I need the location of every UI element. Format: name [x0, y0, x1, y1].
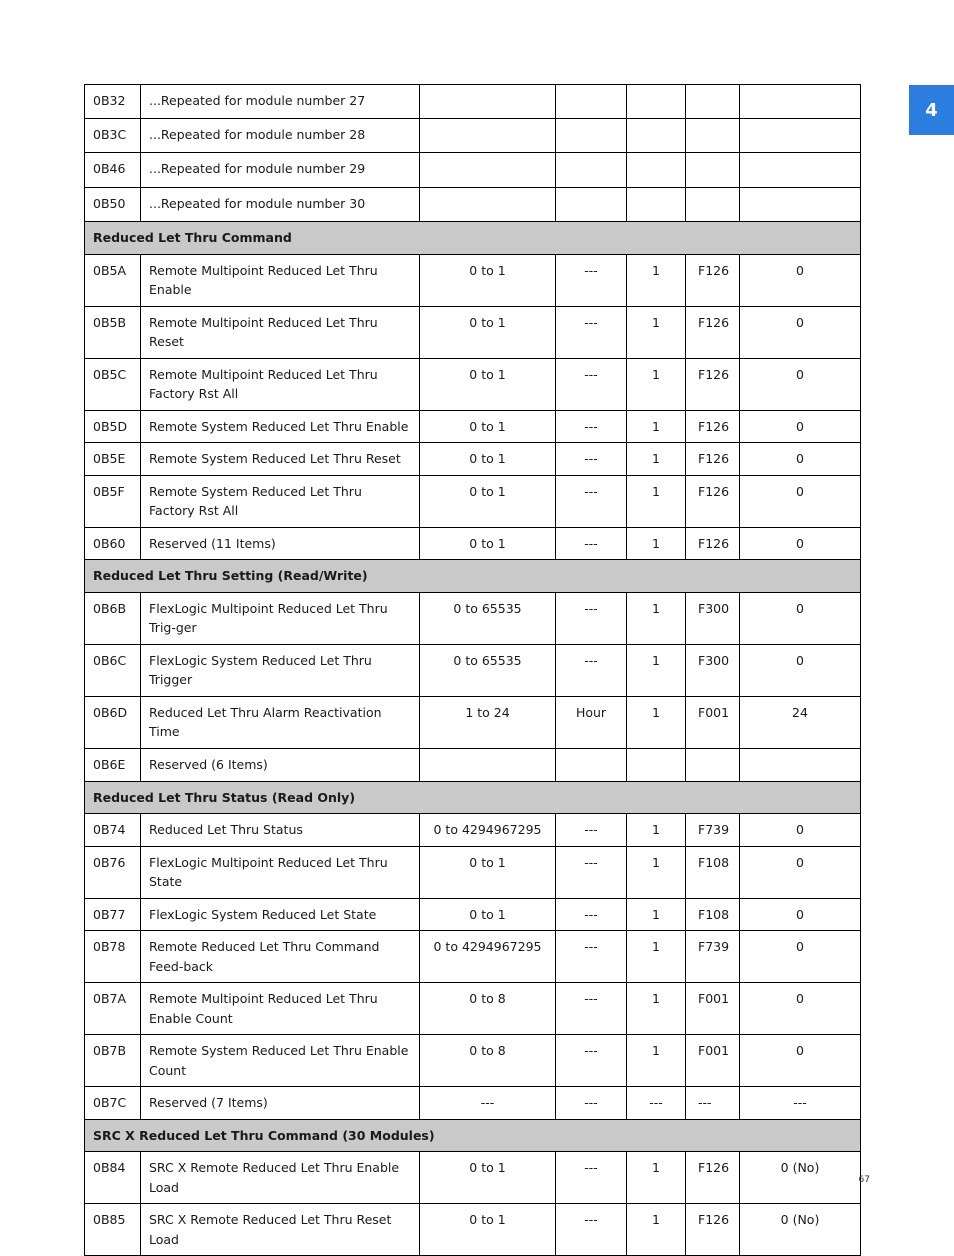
step-cell: [627, 85, 686, 119]
range-cell: 0 to 8: [420, 1035, 556, 1087]
format-cell: F739: [686, 814, 740, 847]
default-cell: [740, 85, 861, 119]
description-cell: ...Repeated for module number 27: [141, 85, 420, 119]
format-cell: F126: [686, 443, 740, 476]
default-cell: 0: [740, 644, 861, 696]
table-row: [85, 696, 861, 748]
description-cell: Reduced Let Thru Status: [141, 814, 420, 847]
description-cell: Remote Reduced Let Thru Command Feed-back: [141, 931, 420, 983]
units-cell: [556, 188, 627, 222]
units-cell: ---: [556, 475, 627, 527]
address-cell: 0B32: [85, 85, 141, 119]
default-cell: 0: [740, 254, 861, 306]
table-row: [85, 527, 861, 560]
address-cell: 0B7A: [85, 983, 141, 1035]
range-cell: 0 to 1: [420, 306, 556, 358]
format-cell: F126: [686, 527, 740, 560]
description-cell: SRC X Remote Reduced Let Thru Reset Load: [141, 1204, 420, 1256]
step-cell: 1: [627, 527, 686, 560]
default-cell: 0: [740, 846, 861, 898]
range-cell: 0 to 1: [420, 358, 556, 410]
section-header-row: [85, 781, 861, 814]
table-row: [85, 254, 861, 306]
default-cell: [740, 748, 861, 781]
description-cell: Remote System Reduced Let Thru Factory Rst All: [141, 475, 420, 527]
table-row: [85, 1152, 861, 1204]
step-cell: 1: [627, 696, 686, 748]
default-cell: 0: [740, 592, 861, 644]
table-row: [85, 931, 861, 983]
format-cell: F108: [686, 846, 740, 898]
default-cell: 0: [740, 527, 861, 560]
table-row: [85, 1204, 861, 1256]
address-cell: 0B5A: [85, 254, 141, 306]
default-cell: ---: [740, 1087, 861, 1120]
units-cell: ---: [556, 358, 627, 410]
step-cell: [627, 153, 686, 188]
format-cell: F126: [686, 1204, 740, 1256]
description-cell: Remote Multipoint Reduced Let Thru Enable: [141, 254, 420, 306]
description-cell: ...Repeated for module number 29: [141, 153, 420, 188]
units-cell: ---: [556, 846, 627, 898]
range-cell: [420, 188, 556, 222]
section-header-row: [85, 1119, 861, 1152]
address-cell: 0B46: [85, 153, 141, 188]
address-cell: 0B5B: [85, 306, 141, 358]
units-cell: ---: [556, 410, 627, 443]
range-cell: 0 to 65535: [420, 592, 556, 644]
format-cell: ---: [686, 1087, 740, 1120]
step-cell: 1: [627, 254, 686, 306]
units-cell: ---: [556, 1204, 627, 1256]
range-cell: 0 to 1: [420, 1204, 556, 1256]
table-row: [85, 306, 861, 358]
range-cell: 0 to 1: [420, 475, 556, 527]
step-cell: 1: [627, 1152, 686, 1204]
default-cell: 0: [740, 443, 861, 476]
units-cell: [556, 85, 627, 119]
description-cell: Remote System Reduced Let Thru Reset: [141, 443, 420, 476]
address-cell: 0B5E: [85, 443, 141, 476]
default-cell: 0: [740, 475, 861, 527]
table-row: [85, 748, 861, 781]
table-row: [85, 153, 861, 188]
units-cell: ---: [556, 592, 627, 644]
default-cell: [740, 153, 861, 188]
page-number: 67: [858, 1175, 870, 1185]
default-cell: 0 (No): [740, 1204, 861, 1256]
range-cell: 0 to 1: [420, 410, 556, 443]
table-row: [85, 846, 861, 898]
range-cell: 0 to 1: [420, 527, 556, 560]
range-cell: 0 to 4294967295: [420, 931, 556, 983]
step-cell: 1: [627, 1204, 686, 1256]
section-header-row: [85, 222, 861, 255]
format-cell: F126: [686, 475, 740, 527]
address-cell: 0B6C: [85, 644, 141, 696]
step-cell: 1: [627, 358, 686, 410]
description-cell: Remote System Reduced Let Thru Enable Count: [141, 1035, 420, 1087]
units-cell: ---: [556, 814, 627, 847]
format-cell: F300: [686, 644, 740, 696]
range-cell: 0 to 1: [420, 443, 556, 476]
range-cell: 0 to 1: [420, 898, 556, 931]
address-cell: 0B60: [85, 527, 141, 560]
address-cell: 0B78: [85, 931, 141, 983]
format-cell: F001: [686, 696, 740, 748]
address-cell: 0B74: [85, 814, 141, 847]
step-cell: 1: [627, 983, 686, 1035]
step-cell: 1: [627, 306, 686, 358]
format-cell: F126: [686, 254, 740, 306]
register-map-body: [85, 85, 861, 1256]
section-header-row: [85, 560, 861, 593]
units-cell: ---: [556, 254, 627, 306]
chapter-tab: 4: [909, 85, 954, 135]
address-cell: 0B84: [85, 1152, 141, 1204]
section-title: Reduced Let Thru Command: [85, 222, 861, 255]
step-cell: [627, 748, 686, 781]
default-cell: 24: [740, 696, 861, 748]
step-cell: 1: [627, 475, 686, 527]
description-cell: FlexLogic Multipoint Reduced Let Thru Trig-ger: [141, 592, 420, 644]
step-cell: 1: [627, 443, 686, 476]
table-row: [85, 1087, 861, 1120]
range-cell: 0 to 4294967295: [420, 814, 556, 847]
table-row: [85, 188, 861, 222]
section-title: Reduced Let Thru Setting (Read/Write): [85, 560, 861, 593]
step-cell: [627, 119, 686, 153]
address-cell: 0B85: [85, 1204, 141, 1256]
range-cell: 0 to 65535: [420, 644, 556, 696]
address-cell: 0B3C: [85, 119, 141, 153]
units-cell: ---: [556, 1087, 627, 1120]
description-cell: Reserved (7 Items): [141, 1087, 420, 1120]
format-cell: [686, 153, 740, 188]
format-cell: F126: [686, 306, 740, 358]
units-cell: [556, 119, 627, 153]
description-cell: FlexLogic Multipoint Reduced Let Thru State: [141, 846, 420, 898]
table-row: [85, 358, 861, 410]
address-cell: 0B5D: [85, 410, 141, 443]
format-cell: F739: [686, 931, 740, 983]
address-cell: 0B76: [85, 846, 141, 898]
description-cell: FlexLogic System Reduced Let Thru Trigger: [141, 644, 420, 696]
description-cell: ...Repeated for module number 28: [141, 119, 420, 153]
units-cell: ---: [556, 1035, 627, 1087]
description-cell: Remote Multipoint Reduced Let Thru Reset: [141, 306, 420, 358]
default-cell: 0 (No): [740, 1152, 861, 1204]
units-cell: ---: [556, 306, 627, 358]
default-cell: 0: [740, 983, 861, 1035]
step-cell: 1: [627, 592, 686, 644]
address-cell: 0B7B: [85, 1035, 141, 1087]
step-cell: 1: [627, 931, 686, 983]
address-cell: 0B5C: [85, 358, 141, 410]
description-cell: SRC X Remote Reduced Let Thru Enable Load: [141, 1152, 420, 1204]
format-cell: F108: [686, 898, 740, 931]
range-cell: [420, 748, 556, 781]
step-cell: ---: [627, 1087, 686, 1120]
step-cell: 1: [627, 410, 686, 443]
table-row: [85, 592, 861, 644]
description-cell: ...Repeated for module number 30: [141, 188, 420, 222]
step-cell: 1: [627, 846, 686, 898]
range-cell: 0 to 1: [420, 846, 556, 898]
default-cell: 0: [740, 410, 861, 443]
address-cell: 0B6B: [85, 592, 141, 644]
table-row: [85, 983, 861, 1035]
description-cell: Reserved (11 Items): [141, 527, 420, 560]
units-cell: ---: [556, 443, 627, 476]
section-title: Reduced Let Thru Status (Read Only): [85, 781, 861, 814]
address-cell: 0B50: [85, 188, 141, 222]
format-cell: F001: [686, 1035, 740, 1087]
table-row: [85, 410, 861, 443]
range-cell: 0 to 1: [420, 254, 556, 306]
table-row: [85, 475, 861, 527]
default-cell: 0: [740, 898, 861, 931]
address-cell: 0B7C: [85, 1087, 141, 1120]
format-cell: [686, 748, 740, 781]
description-cell: Remote Multipoint Reduced Let Thru Factory Rst All: [141, 358, 420, 410]
description-cell: Remote System Reduced Let Thru Enable: [141, 410, 420, 443]
units-cell: ---: [556, 644, 627, 696]
default-cell: 0: [740, 931, 861, 983]
units-cell: ---: [556, 983, 627, 1035]
format-cell: F126: [686, 1152, 740, 1204]
table-row: [85, 814, 861, 847]
default-cell: [740, 119, 861, 153]
step-cell: [627, 188, 686, 222]
register-map-table: [84, 84, 861, 1256]
default-cell: 0: [740, 1035, 861, 1087]
format-cell: [686, 119, 740, 153]
units-cell: ---: [556, 527, 627, 560]
format-cell: F126: [686, 358, 740, 410]
range-cell: 0 to 1: [420, 1152, 556, 1204]
step-cell: 1: [627, 814, 686, 847]
description-cell: Reserved (6 Items): [141, 748, 420, 781]
table-row: [85, 443, 861, 476]
format-cell: F126: [686, 410, 740, 443]
address-cell: 0B5F: [85, 475, 141, 527]
units-cell: ---: [556, 898, 627, 931]
format-cell: F300: [686, 592, 740, 644]
range-cell: 0 to 8: [420, 983, 556, 1035]
units-cell: [556, 153, 627, 188]
range-cell: [420, 85, 556, 119]
units-cell: ---: [556, 931, 627, 983]
format-cell: [686, 188, 740, 222]
table-row: [85, 85, 861, 119]
description-cell: Reduced Let Thru Alarm Reactivation Time: [141, 696, 420, 748]
default-cell: 0: [740, 814, 861, 847]
units-cell: [556, 748, 627, 781]
table-row: [85, 119, 861, 153]
step-cell: 1: [627, 644, 686, 696]
range-cell: 1 to 24: [420, 696, 556, 748]
table-row: [85, 1035, 861, 1087]
format-cell: F001: [686, 983, 740, 1035]
address-cell: 0B6E: [85, 748, 141, 781]
step-cell: 1: [627, 898, 686, 931]
range-cell: ---: [420, 1087, 556, 1120]
description-cell: FlexLogic System Reduced Let State: [141, 898, 420, 931]
section-title: SRC X Reduced Let Thru Command (30 Modules): [85, 1119, 861, 1152]
format-cell: [686, 85, 740, 119]
units-cell: ---: [556, 1152, 627, 1204]
address-cell: 0B77: [85, 898, 141, 931]
description-cell: Remote Multipoint Reduced Let Thru Enable Count: [141, 983, 420, 1035]
table-row: [85, 898, 861, 931]
units-cell: Hour: [556, 696, 627, 748]
default-cell: 0: [740, 358, 861, 410]
range-cell: [420, 153, 556, 188]
address-cell: 0B6D: [85, 696, 141, 748]
range-cell: [420, 119, 556, 153]
default-cell: 0: [740, 306, 861, 358]
step-cell: 1: [627, 1035, 686, 1087]
table-row: [85, 644, 861, 696]
default-cell: [740, 188, 861, 222]
